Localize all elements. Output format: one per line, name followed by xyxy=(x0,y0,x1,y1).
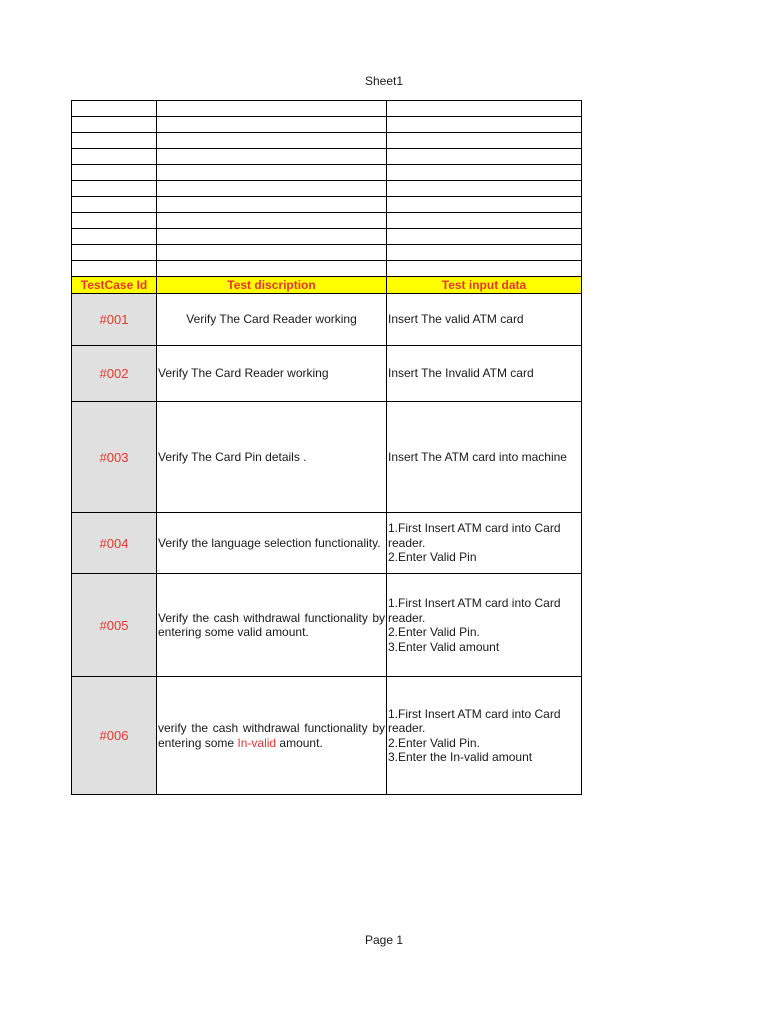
empty-cell xyxy=(72,101,157,117)
empty-cell xyxy=(387,245,582,261)
empty-row xyxy=(72,261,582,277)
test-description xyxy=(157,677,387,795)
test-description: Verify The Card Pin details . xyxy=(157,402,387,513)
empty-cell xyxy=(157,213,387,229)
input-line: Insert The Invalid ATM card xyxy=(388,366,534,381)
header-test-description: Test discription xyxy=(157,277,387,294)
empty-cell xyxy=(157,181,387,197)
testcase-id: #001 xyxy=(72,294,157,346)
empty-cell xyxy=(387,101,582,117)
table-header-row xyxy=(72,277,582,294)
sheet-title: Sheet1 xyxy=(364,74,404,88)
testcase-id: #006 xyxy=(72,677,157,795)
empty-row xyxy=(72,101,582,117)
test-input-data xyxy=(387,574,582,677)
description-text-end: amount. xyxy=(276,735,323,750)
test-description: Verify the cash withdrawal functionality by entering some valid amount. xyxy=(157,574,387,677)
empty-cell xyxy=(157,165,387,181)
input-line: 2.Enter Valid Pin. xyxy=(388,735,480,750)
testcase-id: #004 xyxy=(72,513,157,574)
table-row xyxy=(72,574,582,677)
empty-cell xyxy=(72,245,157,261)
empty-cell xyxy=(72,261,157,277)
empty-row xyxy=(72,149,582,165)
empty-cell xyxy=(157,261,387,277)
empty-cell xyxy=(72,133,157,149)
empty-row xyxy=(72,117,582,133)
test-description: Verify The Card Reader working xyxy=(157,346,387,402)
input-line: 2.Enter Valid Pin xyxy=(388,550,477,565)
page-number: Page 1 xyxy=(364,933,404,947)
input-line: Insert The ATM card into machine xyxy=(388,449,567,464)
table-row xyxy=(72,294,582,346)
empty-row xyxy=(72,245,582,261)
empty-cell xyxy=(157,101,387,117)
table-row xyxy=(72,677,582,795)
test-input-data xyxy=(387,677,582,795)
empty-cell xyxy=(387,213,582,229)
empty-cell xyxy=(72,149,157,165)
empty-cell xyxy=(157,117,387,133)
testcase-id: #005 xyxy=(72,574,157,677)
empty-cell xyxy=(387,117,582,133)
test-input-data xyxy=(387,513,582,574)
test-description: Verify the language selection functionality. xyxy=(157,513,387,574)
input-line: 2.Enter Valid Pin. xyxy=(388,625,480,639)
header-test-input-data: Test input data xyxy=(387,277,582,294)
testcase-id: #003 xyxy=(72,402,157,513)
input-line: 1.First Insert ATM card into Card reader. xyxy=(388,521,561,550)
description-text: verify the cash withdrawal functionality by entering some xyxy=(158,721,385,750)
empty-cell xyxy=(157,245,387,261)
empty-cell xyxy=(387,133,582,149)
empty-cell xyxy=(387,197,582,213)
invalid-highlight: In-valid xyxy=(237,735,277,750)
empty-cell xyxy=(72,197,157,213)
table-row xyxy=(72,513,582,574)
empty-row xyxy=(72,213,582,229)
empty-cell xyxy=(387,181,582,197)
test-description: Verify The Card Reader working xyxy=(157,294,387,346)
input-line: 1.First Insert ATM card into Card reader. xyxy=(388,706,561,735)
empty-cell xyxy=(72,213,157,229)
test-input-data xyxy=(387,346,582,402)
empty-cell xyxy=(157,149,387,165)
empty-cell xyxy=(157,229,387,245)
test-input-data xyxy=(387,294,582,346)
header-testcase-id: TestCase Id xyxy=(72,277,157,294)
table-row xyxy=(72,402,582,513)
empty-cell xyxy=(387,261,582,277)
testcase-id: #002 xyxy=(72,346,157,402)
empty-row xyxy=(72,165,582,181)
input-line: 3.Enter the In-valid amount xyxy=(388,750,533,764)
empty-cell xyxy=(387,229,582,245)
empty-cell xyxy=(72,181,157,197)
empty-cell xyxy=(72,165,157,181)
input-line: 1.First Insert ATM card into Card reader. xyxy=(388,596,561,625)
empty-cell xyxy=(72,117,157,133)
empty-row xyxy=(72,181,582,197)
input-line: 3.Enter Valid amount xyxy=(388,639,500,654)
empty-cell xyxy=(157,133,387,149)
empty-cell xyxy=(387,165,582,181)
empty-row xyxy=(72,229,582,245)
input-line: Insert The valid ATM card xyxy=(388,312,524,327)
test-case-table xyxy=(71,100,582,795)
test-input-data xyxy=(387,402,582,513)
empty-cell xyxy=(157,197,387,213)
table-row xyxy=(72,346,582,402)
empty-row xyxy=(72,197,582,213)
empty-cell xyxy=(72,229,157,245)
empty-row xyxy=(72,133,582,149)
empty-cell xyxy=(387,149,582,165)
